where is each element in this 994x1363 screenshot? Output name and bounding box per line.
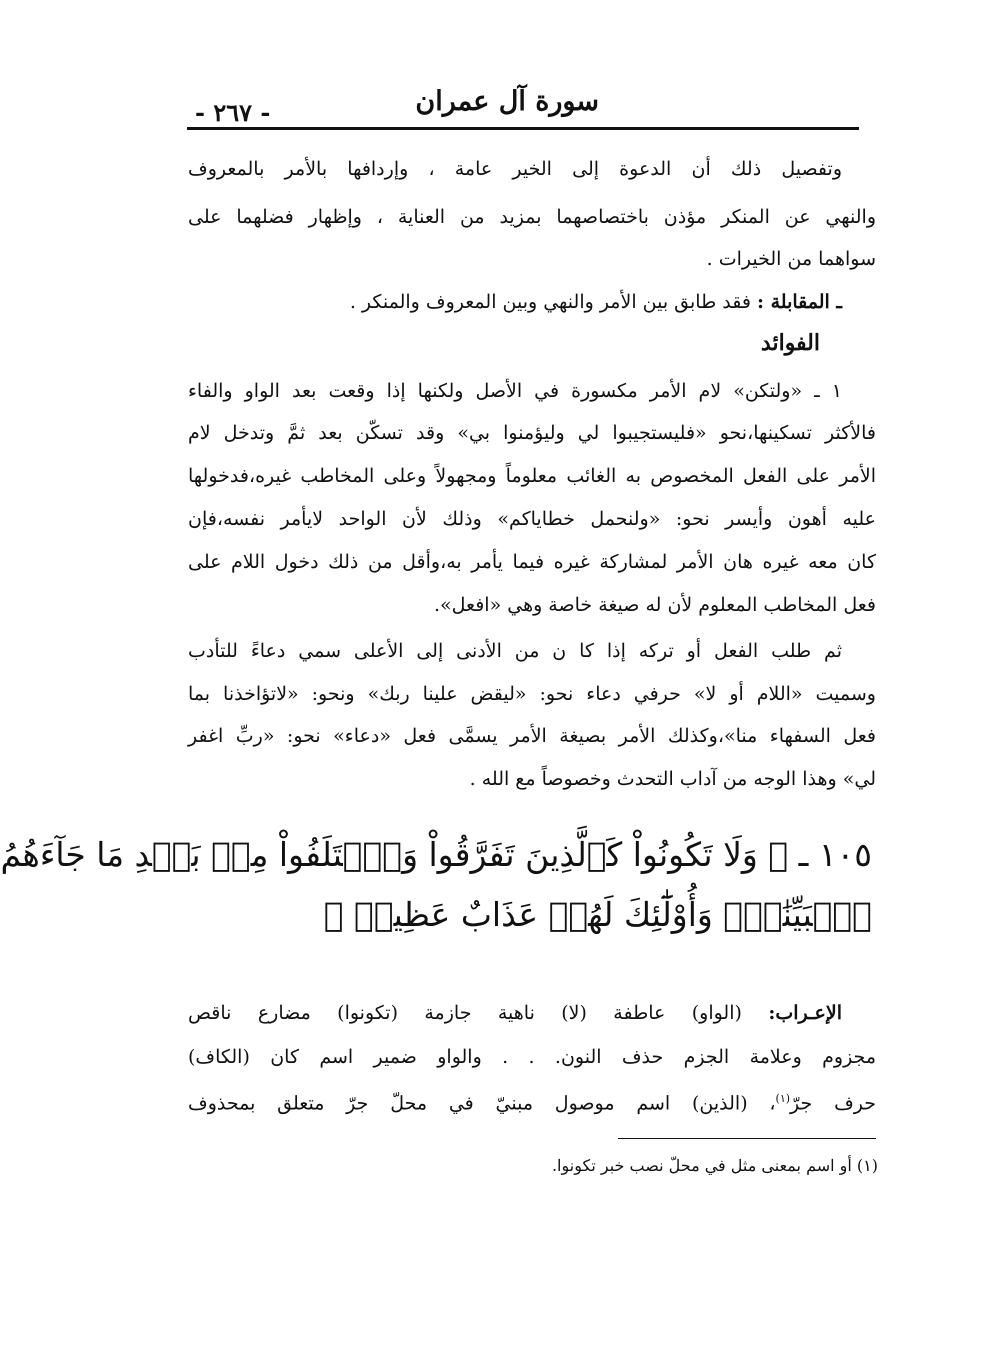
irab-line	[188, 1092, 876, 1114]
fawaid-heading: الفوائد	[760, 330, 820, 356]
irab-text: حرف جرّ	[790, 1092, 876, 1115]
footnote-rule	[618, 1138, 876, 1139]
surah-title: سورة آل عمران	[415, 86, 599, 117]
footnote: (١) أو اسم بمعنى مثل في محلّ نصب خبر تكونوا.	[551, 1156, 878, 1175]
text-line: وتفصيل ذلك أن الدعوة إلى الخير عامة ، وإردافها بالأمر بالمعروف	[188, 158, 842, 180]
header-rule	[187, 127, 859, 130]
verse-line: ٱلۡبَيِّنَٰتُۚ وَأُوْلَٰٓئِكَ لَهُمۡ عَذَابٌ عَظِيمٞ ﴾	[323, 895, 872, 934]
text-line: فالأكثر تسكينها،نحو «فليستجيبوا لي وليؤمنوا بي» وقد تسكّن بعد ثمَّ وتدخل لام	[188, 422, 876, 444]
text-line: لي» وهذا الوجه من آداب التحدث وخصوصاً مع الله .	[469, 768, 876, 790]
text-line: وسميت «اللام أو لا» حرفي دعاء نحو: «ليقض علينا ربك» ونحو: «لاتؤاخذنا بما	[188, 683, 876, 705]
text-line: فعل المخاطب المعلوم لأن له صيغة خاصة وهي «افعل».	[433, 594, 876, 616]
footnote-ref: (١)	[775, 1092, 791, 1105]
irab-line	[188, 1002, 876, 1024]
text-line: والنهي عن المنكر مؤذن باختصاصهما بمزيد من العناية ، وإظهار فضلهما على	[188, 206, 876, 228]
text-line: كان معه غيره هان الأمر لمشاركة غيره فيما يأمر به،وأقل من ذلك دخول اللام على	[188, 551, 876, 573]
text-line: ثم طلب الفعل أو تركه إذا كا ن من الأدنى إلى الأعلى سمي دعاءً للتأدب	[188, 640, 842, 662]
verse-line: ١٠٥ ـ ﴿ وَلَا تَكُونُواْ كَٱلَّذِينَ تَفَرَّقُواْ وَٱخۡتَلَفُواْ مِنۢ بَعۡدِ مَا جَآءَهُمُ	[0, 835, 872, 874]
text-line: سواهما من الخيرات .	[706, 248, 876, 270]
text-line: ١ ـ «ولتكن» لام الأمر مكسورة في الأصل ولكنها إذا وقعت بعد الواو والفاء	[188, 380, 842, 402]
text-line: الأمر على الفعل المخصوص به الغائب معلوماً ومجهولاً وعلى المخاطب غيره،فدخولها	[188, 465, 876, 487]
muqabala-label: ـ المقابلة :	[756, 291, 842, 313]
page-header	[187, 86, 859, 130]
page-number: - ٢٦٧ -	[195, 98, 271, 127]
irab-label: الإعـراب:	[768, 1002, 842, 1024]
irab-text: ، (الذين) اسم موصول مبنيّ في محلّ جرّ متعلق بمحذوف	[188, 1092, 776, 1115]
text-line: عليه أهون وأيسر نحو: «ولنحمل خطاياكم» وذلك لأن الواحد لايأمر نفسه،فإن	[188, 508, 876, 530]
quran-verse	[0, 835, 872, 945]
text-line: فعل السفهاء منا»،وكذلك الأمر بصيغة الأمر يسمَّى فعل «دعاء» نحو: «ربِّ اغفر	[188, 725, 876, 747]
muqabala-text: فقد طابق بين الأمر والنهي وبين المعروف والمنكر .	[349, 291, 751, 313]
irab-text: (الواو) عاطفة (لا) ناهية جازمة (تكونوا) مضارع ناقص	[188, 1002, 742, 1024]
muqabala-line	[188, 291, 876, 313]
irab-line: مجزوم وعلامة الجزم حذف النون. . . والواو ضمير اسم كان (الكاف)	[188, 1046, 876, 1068]
